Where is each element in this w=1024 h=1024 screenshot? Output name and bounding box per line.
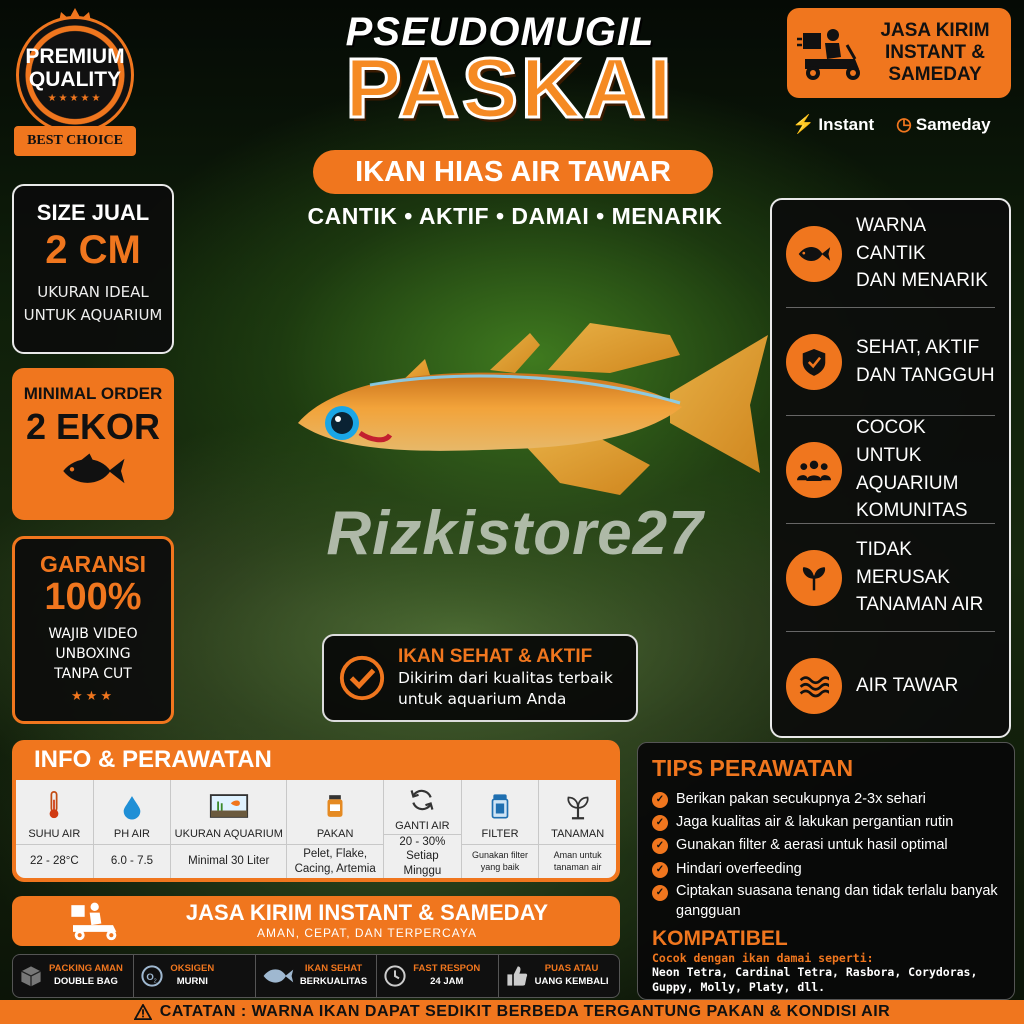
tips-list <box>652 788 1000 921</box>
instant-tag <box>792 114 874 135</box>
service-subtitle: UANG KEMBALI <box>534 976 609 987</box>
care-column <box>287 780 384 878</box>
service-item <box>377 955 498 997</box>
guarantee-desc-1: WAJIB VIDEO <box>48 625 138 642</box>
species-genus-title: PSEUDOMUGIL <box>345 10 655 54</box>
clock-icon: ◷ <box>896 114 912 134</box>
guarantee-desc-2: UNBOXING <box>55 646 131 663</box>
size-heading: SIZE JUAL <box>36 200 150 225</box>
care-column <box>384 780 462 878</box>
tip-item <box>652 834 1000 857</box>
feature-label: TIDAK MERUSAK TANAMAN AIR <box>856 539 984 616</box>
care-column <box>171 780 287 878</box>
minimum-order-panel <box>12 368 174 520</box>
badge-line-quality: QUALITY <box>28 67 122 91</box>
delivery-label: JASA KIRIM INSTANT & SAMEDAY <box>880 20 990 85</box>
compatible-list: Neon Tetra, Cardinal Tetra, Rasbora, Corydoras, Guppy, Molly, Platy, dll. <box>652 965 978 995</box>
tip-item <box>652 881 1000 922</box>
species-main-title: PASKAI <box>345 41 675 135</box>
care-value: Pelet, Flake, Cacing, Artemia <box>287 844 383 878</box>
check-icon: ✓ <box>652 815 668 831</box>
filter-icon <box>490 792 510 820</box>
order-heading: MINIMAL ORDER <box>23 384 163 403</box>
check-circle-icon <box>338 654 386 702</box>
feature-label: WARNA CANTIK DAN MENARIK <box>856 215 988 292</box>
compatible-intro: Cocok dengan ikan damai seperti: <box>652 951 874 966</box>
guarantee-stars: ★★★ <box>71 688 115 704</box>
feature-item <box>786 524 995 632</box>
feature-label: SEHAT, AKTIF DAN TANGGUH <box>856 336 995 386</box>
care-column <box>539 780 616 878</box>
compatible-heading: KOMPATIBEL <box>652 927 788 951</box>
care-value: 6.0 - 7.5 <box>94 844 171 878</box>
paskai-fish-illustration <box>290 315 770 505</box>
premium-quality-badge <box>10 8 140 158</box>
footer-note-text: CATATAN : WARNA IKAN DAPAT SEDIKIT BERBEDA TERGANTUNG PAKAN & KONDISI AIR <box>159 1003 891 1020</box>
feature-label: AIR TAWAR <box>856 675 959 697</box>
service-subtitle: 24 JAM <box>430 976 464 987</box>
size-panel <box>12 184 174 354</box>
guarantee-heading: GARANSI <box>39 551 147 577</box>
service-subtitle: DOUBLE BAG <box>54 976 118 987</box>
check-icon: ✓ <box>652 792 668 808</box>
sameday-label: Sameday <box>915 115 991 134</box>
care-name: SUHU AIR <box>28 828 81 840</box>
feature-label: COCOK UNTUK AQUARIUM KOMUNITAS <box>856 417 968 522</box>
food-jar-icon <box>325 792 345 820</box>
group-icon <box>786 442 842 498</box>
leaf-icon <box>786 550 842 606</box>
tip-text: Jaga kualitas air & lakukan pergantian rutin <box>676 814 954 831</box>
care-value: Gunakan filter yang baik <box>462 844 539 878</box>
shipping-banner-title: JASA KIRIM INSTANT & SAMEDAY <box>185 900 549 925</box>
service-item <box>134 955 255 997</box>
scooter-delivery-icon <box>68 900 128 942</box>
size-desc-1: UKURAN IDEAL <box>37 283 149 301</box>
size-value: 2 CM <box>45 228 141 272</box>
oxygen-icon <box>140 964 164 988</box>
care-tips-panel <box>637 742 1015 1000</box>
badge-line-premium: PREMIUM <box>25 45 125 69</box>
feature-item <box>786 308 995 416</box>
care-name: TANAMAN <box>551 828 605 840</box>
guarantee-value: 100% <box>44 576 142 618</box>
water-drop-icon <box>122 794 142 820</box>
tip-text: Gunakan filter & aerasi untuk hasil optimal <box>676 837 948 854</box>
care-column <box>94 780 172 878</box>
tip-item <box>652 788 1000 811</box>
tagline: CANTIK • AKTIF • DAMAI • MENARIK <box>307 203 723 229</box>
feature-item <box>786 200 995 308</box>
shipping-banner-subtitle: AMAN, CEPAT, DAN TERPERCAYA <box>257 926 477 940</box>
service-item <box>499 955 619 997</box>
feature-item <box>786 416 995 524</box>
service-title: OKSIGEN <box>170 963 215 975</box>
tips-heading: TIPS PERAWATAN <box>652 755 854 781</box>
box-icon <box>19 964 43 988</box>
plant-icon <box>565 794 591 820</box>
service-item <box>13 955 134 997</box>
service-subtitle: BERKUALITAS <box>299 976 368 987</box>
sameday-tag <box>896 114 990 135</box>
store-watermark: Rizkistore27 <box>326 499 704 568</box>
scooter-delivery-icon <box>797 23 869 83</box>
guarantee-desc-3: TANPA CUT <box>54 666 132 683</box>
water-waves-icon <box>786 658 842 714</box>
fish-icon <box>786 226 842 282</box>
footer-note <box>0 1000 1024 1024</box>
instant-label: Instant <box>818 115 875 134</box>
care-name: PH AIR <box>113 828 150 840</box>
service-subtitle: MURNI <box>176 976 208 987</box>
care-name: FILTER <box>481 828 519 840</box>
fish-icon <box>262 966 294 986</box>
guarantee-panel <box>12 536 174 724</box>
care-name: PAKAN <box>316 828 354 840</box>
care-info-heading: INFO & PERAWATAN <box>34 746 272 773</box>
tip-text: Berikan pakan secukupnya 2-3x sehari <box>676 791 926 807</box>
refresh-icon <box>409 787 435 813</box>
tip-text: Ciptakan suasana tenang dan tidak terlalu banyak gangguan <box>676 882 998 920</box>
tip-item <box>652 811 1000 834</box>
delivery-tags <box>792 114 1016 135</box>
category-pill: IKAN HIAS AIR TAWAR <box>313 150 713 194</box>
care-info-grid <box>16 780 616 878</box>
care-column <box>16 780 94 878</box>
care-info-panel <box>12 740 620 882</box>
size-desc-2: UNTUK AQUARIUM <box>23 306 163 325</box>
health-title: IKAN SEHAT & AKTIF <box>398 646 593 668</box>
care-name: GANTI AIR <box>395 819 450 832</box>
service-title: PUAS ATAU <box>544 963 599 975</box>
check-icon: ✓ <box>652 838 668 854</box>
aquarium-icon <box>209 792 249 820</box>
thumbs-up-icon <box>505 964 529 988</box>
care-value: 20 - 30% Setiap Minggu <box>384 834 461 878</box>
shield-check-icon <box>786 334 842 390</box>
svg-text:O: O <box>146 972 155 983</box>
care-value: Aman untuk tanaman air <box>539 844 616 878</box>
care-name: UKURAN AQUARIUM <box>174 828 283 840</box>
delivery-box <box>787 8 1011 98</box>
order-value: 2 EKOR <box>25 406 161 447</box>
tip-item <box>652 858 1000 881</box>
check-icon: ✓ <box>652 862 668 878</box>
feature-item <box>786 632 995 740</box>
clock-icon <box>383 964 407 988</box>
care-value: Minimal 30 Liter <box>171 844 286 878</box>
thermometer-icon <box>47 790 61 820</box>
lightning-icon: ⚡ <box>792 114 815 134</box>
fish-icon <box>58 452 128 490</box>
check-icon: ✓ <box>652 885 668 901</box>
badge-ribbon: BEST CHOICE <box>14 126 136 156</box>
service-title: FAST RESPON <box>413 963 481 975</box>
warning-icon <box>134 1004 152 1020</box>
health-line-1: Dikirim dari kualitas terbaik <box>398 669 613 688</box>
care-column <box>462 780 540 878</box>
service-title: IKAN SEHAT <box>304 963 363 975</box>
health-callout <box>322 634 638 722</box>
care-value: 22 - 28°C <box>16 844 93 878</box>
badge-stars: ★★★★★ <box>47 92 103 104</box>
services-row <box>12 954 620 998</box>
service-title: PACKING AMAN <box>49 963 123 975</box>
service-item <box>256 955 377 997</box>
shipping-banner <box>12 896 620 946</box>
svg-text:2: 2 <box>154 978 158 985</box>
health-line-2: untuk aquarium Anda <box>398 690 567 708</box>
features-panel <box>770 198 1011 738</box>
tip-text: Hindari overfeeding <box>676 860 802 877</box>
